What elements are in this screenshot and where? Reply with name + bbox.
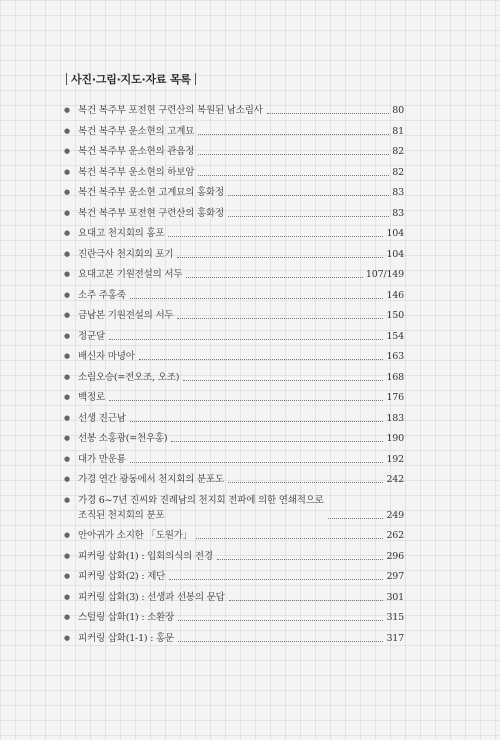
toc-title xyxy=(78,431,167,446)
toc-title xyxy=(78,308,173,323)
page-number: 81 xyxy=(392,125,404,137)
toc-entry xyxy=(78,590,404,605)
toc-title xyxy=(78,206,224,221)
toc-title-text: 스털링 삽화(1) : 소환장 xyxy=(78,612,175,623)
toc-title-text: 정군달 xyxy=(78,330,105,342)
toc-title-text: 요대고 천지회의 홍포 xyxy=(78,228,165,239)
toc-title-text: 가경 연간 광동에서 천지회의 분포도 xyxy=(78,474,224,485)
bullet-icon: ● xyxy=(64,290,70,299)
toc-title-text: 피커링 삽화(1) : 입회의식의 전경 xyxy=(78,550,213,562)
page-number: 242 xyxy=(386,474,404,485)
page-number: 249 xyxy=(386,509,404,521)
page-number: 150 xyxy=(386,310,404,321)
page-number: 107/149 xyxy=(365,269,404,280)
bullet-icon: ● xyxy=(64,331,70,340)
bullet-icon: ● xyxy=(64,229,70,237)
toc-entry xyxy=(78,144,404,159)
dot-leader xyxy=(228,195,389,196)
toc-item xyxy=(62,185,404,206)
toc-entry xyxy=(78,185,404,200)
toc-title xyxy=(78,610,174,625)
toc-entry xyxy=(78,165,404,180)
toc-title-text: 선생 진근남 xyxy=(78,412,126,424)
bullet-icon: ● xyxy=(64,393,70,401)
dot-leader xyxy=(139,359,384,360)
toc-title-text: 요대고본 기원전설의 서두 xyxy=(78,269,183,280)
toc-title xyxy=(78,370,179,385)
page-number: 146 xyxy=(386,289,404,301)
toc-title-text: 피커링 삽화(1-1) : 홍문 xyxy=(78,632,175,644)
toc-entry xyxy=(78,493,404,523)
dot-leader xyxy=(228,482,384,483)
bullet-icon: ● xyxy=(64,106,70,114)
page-number: 176 xyxy=(386,392,404,403)
toc-entry xyxy=(78,549,404,564)
toc-title xyxy=(78,185,224,200)
toc-title xyxy=(78,452,126,467)
toc-title-text: 가경 6~7년 진씨와 진례남의 천지회 전파에 의한 연쇄적으로 xyxy=(78,494,324,506)
toc-item xyxy=(62,349,404,370)
toc-item xyxy=(62,631,404,652)
toc-item xyxy=(62,610,404,631)
page-number: 163 xyxy=(386,351,404,362)
toc-title xyxy=(78,144,194,159)
dot-leader xyxy=(130,298,384,299)
page-number: 296 xyxy=(386,550,404,562)
toc-title-text: 소림오승(=전오조, 오조) xyxy=(78,371,180,383)
toc-entry xyxy=(78,329,404,344)
toc-title-text: 복건 복주부 운소현 고계묘의 홍화정 xyxy=(78,187,224,198)
page-number: 104 xyxy=(386,228,404,239)
toc-title-text: 피커링 삽화(3) : 선생과 선봉의 문답 xyxy=(78,591,225,603)
bullet-icon: ● xyxy=(64,208,70,217)
page-number: 82 xyxy=(392,166,404,178)
dot-leader xyxy=(198,175,389,176)
page-number: 317 xyxy=(386,632,404,644)
dot-leader xyxy=(178,620,383,621)
bullet-icon: ● xyxy=(64,633,70,642)
toc-entry xyxy=(78,472,404,487)
toc-item xyxy=(62,472,404,493)
bullet-icon: ● xyxy=(64,495,70,504)
toc-entry xyxy=(78,288,404,303)
bullet-icon: ● xyxy=(64,249,70,258)
bullet-icon: ● xyxy=(64,352,70,360)
page-number: 154 xyxy=(386,330,404,342)
page-number: 183 xyxy=(386,412,404,424)
section-heading xyxy=(62,70,404,88)
toc-title xyxy=(78,349,135,364)
bullet-icon: ● xyxy=(64,475,70,483)
page-number: 83 xyxy=(392,207,404,219)
toc-title xyxy=(78,493,324,523)
toc-item xyxy=(62,549,404,570)
bullet-icon: ● xyxy=(64,167,70,176)
heading-title: 사진·그림·지도·자료 목록 xyxy=(71,73,191,86)
dot-leader xyxy=(178,641,383,642)
bullet-icon: ● xyxy=(64,572,70,580)
bullet-icon: ● xyxy=(64,454,70,463)
toc-item xyxy=(62,165,404,186)
toc-entry xyxy=(78,349,404,364)
toc-item xyxy=(62,247,404,268)
toc-entry xyxy=(78,226,404,241)
toc-title-text: 피커링 삽화(2) : 제단 xyxy=(78,571,166,582)
toc-title xyxy=(78,590,225,605)
dot-leader xyxy=(168,236,383,237)
dot-leader xyxy=(130,462,384,463)
dot-leader xyxy=(171,441,383,442)
toc-item xyxy=(62,431,404,452)
dot-leader xyxy=(169,579,383,580)
page-number: 168 xyxy=(386,371,404,383)
bullet-icon: ● xyxy=(64,372,70,381)
dot-leader xyxy=(228,216,389,217)
toc-entry xyxy=(78,308,404,323)
bullet-icon: ● xyxy=(64,311,70,319)
toc-title-text: 복건 복주부 포전현 구련산의 홍화정 xyxy=(78,207,224,219)
toc-title xyxy=(78,411,126,426)
dot-leader xyxy=(328,518,384,519)
bullet-icon: ● xyxy=(64,270,70,278)
toc-item xyxy=(62,411,404,432)
toc-title-text: 진란극사 천지회의 포기 xyxy=(78,248,174,260)
toc-title-text: 선봉 소홍광(=천우홍) xyxy=(78,433,168,444)
toc-item xyxy=(62,390,404,411)
toc-title xyxy=(78,569,165,584)
toc-title-text: 복건 복주부 운소현의 하보암 xyxy=(78,166,195,178)
toc-title-text: 소주 주홍죽 xyxy=(78,289,126,301)
toc-title xyxy=(78,247,173,262)
toc-title xyxy=(78,329,105,344)
toc-title xyxy=(78,165,194,180)
toc-title xyxy=(78,631,174,646)
toc-item xyxy=(62,288,404,309)
toc-title xyxy=(78,267,182,282)
toc-title xyxy=(78,288,126,303)
toc-entry xyxy=(78,103,404,118)
bullet-icon: ● xyxy=(64,592,70,601)
dot-leader xyxy=(217,559,384,560)
bullet-icon: ● xyxy=(64,126,70,135)
toc-title xyxy=(78,390,105,405)
toc-item xyxy=(62,493,404,529)
toc-title-text: 배신자 마녕아 xyxy=(78,351,135,362)
page-number: 82 xyxy=(392,146,404,157)
dot-leader xyxy=(130,421,384,422)
page-number: 192 xyxy=(386,453,404,465)
dot-leader xyxy=(109,400,384,401)
toc-title xyxy=(78,528,192,543)
toc-item xyxy=(62,144,404,165)
dot-leader xyxy=(177,257,383,258)
page-number: 297 xyxy=(386,571,404,582)
bullet-icon: ● xyxy=(64,147,70,155)
page-number: 80 xyxy=(392,105,404,116)
toc-entry xyxy=(78,569,404,584)
toc-entry xyxy=(78,631,404,646)
toc-item xyxy=(62,329,404,350)
toc-item xyxy=(62,569,404,590)
toc-title-text-continued: 조직된 천지회의 분포 xyxy=(78,509,165,521)
page-number: 301 xyxy=(386,591,404,603)
toc-entry xyxy=(78,124,404,139)
toc-title-text: 복건 복주부 운소현의 고계묘 xyxy=(78,125,195,137)
page-number: 83 xyxy=(392,187,404,198)
page-number: 104 xyxy=(386,248,404,260)
toc-entry xyxy=(78,528,404,543)
toc-entry xyxy=(78,206,404,221)
page-number: 190 xyxy=(386,433,404,444)
dot-leader xyxy=(196,538,383,539)
bullet-icon: ● xyxy=(64,188,70,196)
dot-leader xyxy=(198,154,389,155)
toc-title xyxy=(78,124,194,139)
toc-list xyxy=(62,103,404,651)
bullet-icon: ● xyxy=(64,434,70,442)
toc-title-text: 대가 만운룡 xyxy=(78,453,126,465)
toc-item xyxy=(62,226,404,247)
dot-leader xyxy=(267,113,390,114)
bullet-icon: ● xyxy=(64,551,70,560)
dot-leader xyxy=(109,339,384,340)
toc-title xyxy=(78,549,213,564)
bullet-icon: ● xyxy=(64,531,70,539)
toc-entry xyxy=(78,370,404,385)
toc-title xyxy=(78,226,164,241)
toc-title-text: 복건 복주부 포전현 구련산의 복원된 남소림사 xyxy=(78,105,263,116)
toc-item xyxy=(62,103,404,124)
page-number: 262 xyxy=(386,530,404,541)
toc-entry xyxy=(78,390,404,405)
toc-title-text: 안아귀가 소지한 「도원가」 xyxy=(78,530,193,541)
toc-title-text: 금남본 기원전설의 서두 xyxy=(78,310,174,321)
toc-item xyxy=(62,528,404,549)
toc-entry xyxy=(78,267,404,282)
toc-page xyxy=(62,70,404,651)
toc-title xyxy=(78,103,263,118)
toc-entry xyxy=(78,247,404,262)
dot-leader xyxy=(177,318,383,319)
heading-bar-left-mark xyxy=(66,73,67,85)
toc-entry xyxy=(78,411,404,426)
dot-leader xyxy=(186,277,363,278)
toc-item xyxy=(62,308,404,329)
toc-item xyxy=(62,452,404,473)
toc-title-text: 복건 복주부 운소현의 관음정 xyxy=(78,146,195,157)
bullet-icon: ● xyxy=(64,613,70,621)
dot-leader xyxy=(183,380,383,381)
toc-item xyxy=(62,124,404,145)
dot-leader xyxy=(229,600,384,601)
toc-title-text: 백정로 xyxy=(78,392,105,403)
toc-entry xyxy=(78,610,404,625)
toc-title xyxy=(78,472,224,487)
toc-entry xyxy=(78,452,404,467)
toc-item xyxy=(62,206,404,227)
heading-bar-right-mark xyxy=(195,73,196,85)
bullet-icon: ● xyxy=(64,413,70,422)
toc-item xyxy=(62,370,404,391)
toc-item xyxy=(62,590,404,611)
dot-leader xyxy=(198,134,389,135)
page-number: 315 xyxy=(386,612,404,623)
toc-item xyxy=(62,267,404,288)
toc-entry xyxy=(78,431,404,446)
